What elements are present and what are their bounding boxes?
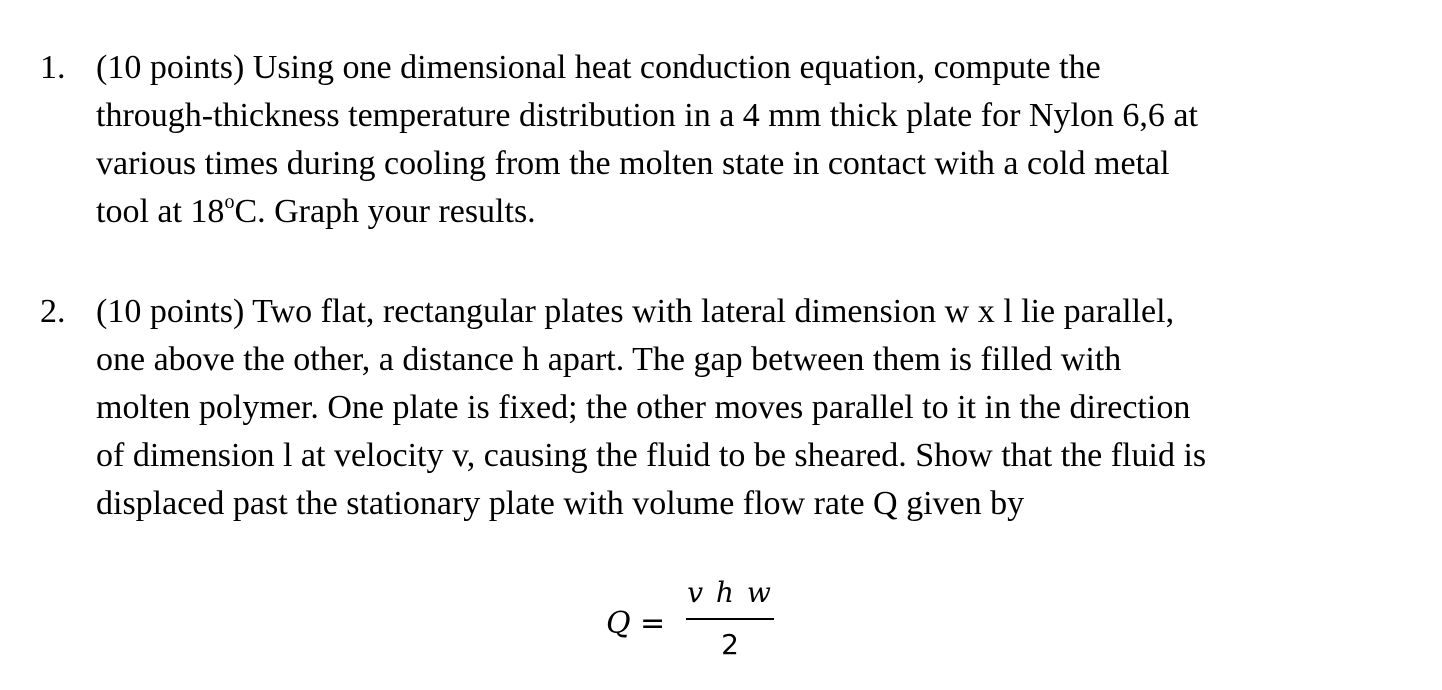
formula-lhs: Q <box>606 606 631 641</box>
formula-fraction <box>686 574 774 664</box>
problem-1-line-2: through-thickness temperature distribution in a 4 mm thick plate for Nylon 6,6 at <box>96 97 1198 134</box>
flow-rate-formula <box>606 574 786 674</box>
formula-denominator: 2 <box>721 628 739 661</box>
problem-2-text <box>96 288 1410 528</box>
problem-2-line-2: one above the other, a distance h apart. The gap between them is filled with <box>96 341 1122 378</box>
degree-superscript: o <box>224 191 235 213</box>
problem-2-number: 2. <box>40 293 66 330</box>
problem-2-line-3: molten polymer. One plate is fixed; the other moves parallel to it in the direction <box>96 389 1191 426</box>
problem-1 <box>40 44 1410 240</box>
problem-1-line-4-pre: tool at 18 <box>96 193 225 230</box>
problem-2-line-5: displaced past the stationary plate with volume flow rate Q given by <box>96 485 1025 522</box>
problem-2-line-1: (10 points) Two flat, rectangular plates with lateral dimension w x l lie parallel, <box>96 293 1175 330</box>
problem-1-line-4-post: C. Graph your results. <box>234 193 536 230</box>
problem-1-line-1: (10 points) Using one dimensional heat conduction equation, compute the <box>96 49 1101 86</box>
formula-equals: = <box>640 606 666 641</box>
problem-2-line-4: of dimension l at velocity v, causing the fluid to be sheared. Show that the fluid is <box>96 437 1207 474</box>
problem-1-text <box>96 44 1410 240</box>
formula-numerator: v h w <box>687 576 773 609</box>
problem-1-line-4 <box>96 188 1410 240</box>
problem-1-line-3: various times during cooling from the molten state in contact with a cold metal <box>96 145 1170 182</box>
fraction-bar <box>686 618 774 620</box>
problem-2 <box>40 288 1410 528</box>
problem-1-number: 1. <box>40 49 66 86</box>
